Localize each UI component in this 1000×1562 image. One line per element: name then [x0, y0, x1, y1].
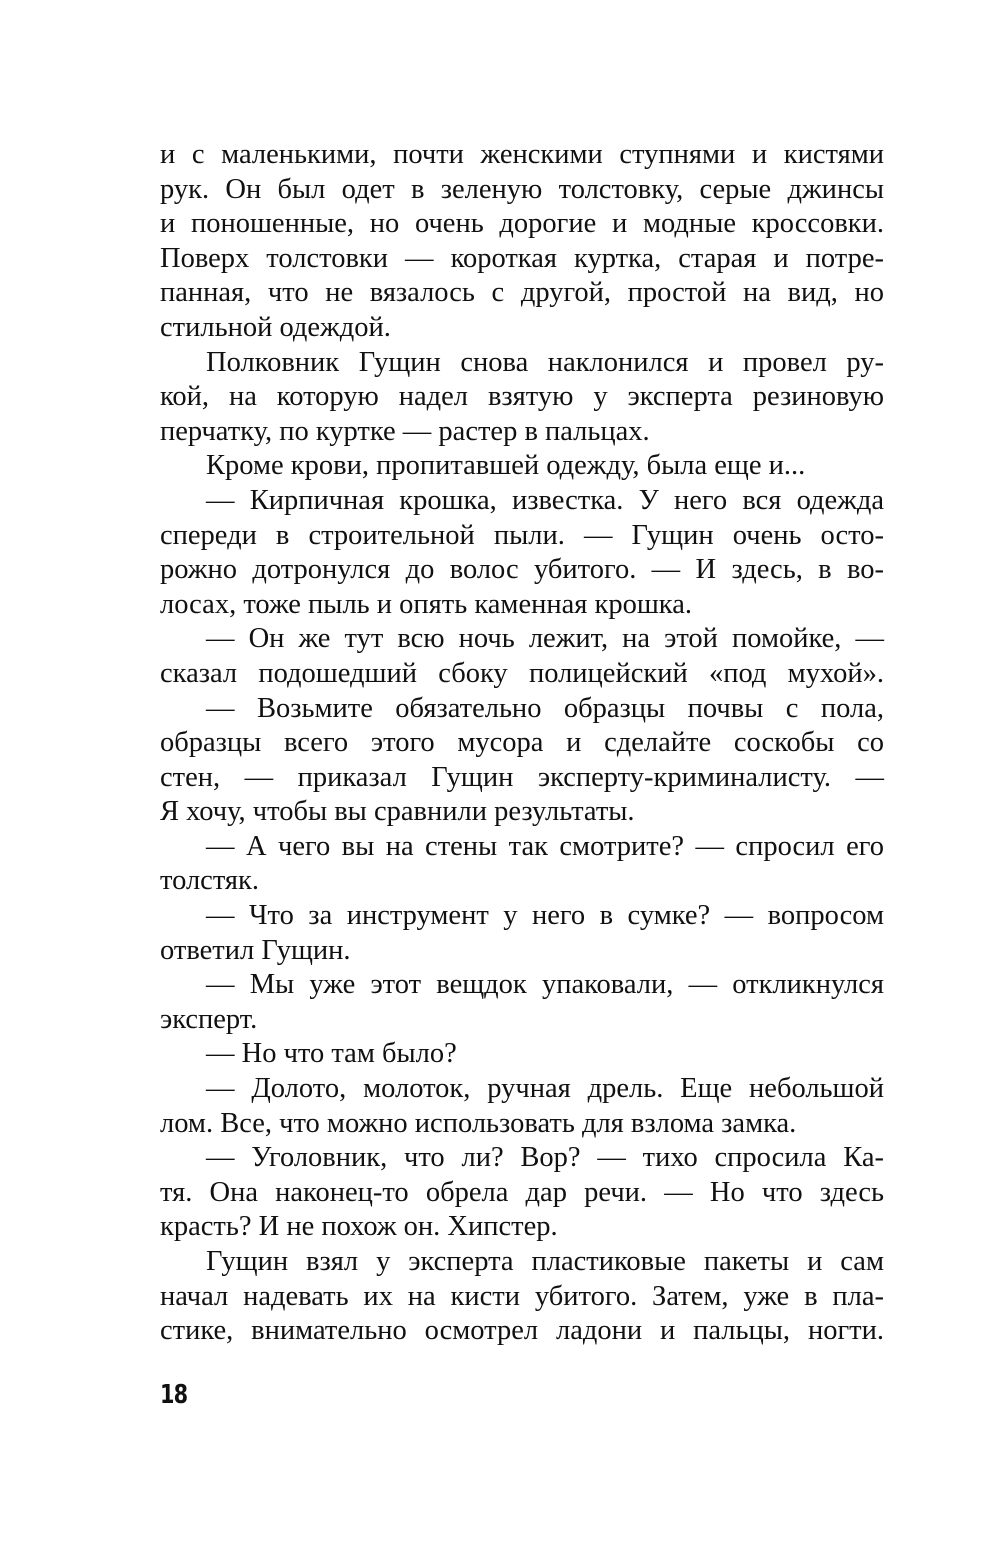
text-line: Кроме крови, пропитавшей одежду, была еще и...: [206, 450, 806, 482]
text-line: кой, на которую надел взятую у эксперта резиновую: [160, 381, 884, 413]
text-line: Поверх толстовки — короткая куртка, старая и потре-: [160, 242, 884, 274]
text-line: — Что за инструмент у него в сумке? — вопросом: [206, 900, 884, 932]
page-text-body: [160, 138, 884, 1349]
text-line: — Возьмите обязательно образцы почвы с пола,: [206, 692, 884, 724]
text-line: рук. Он был одет в зеленую толстовку, серые джинсы: [160, 173, 884, 205]
text-line: рожно дотронулся до волос убитого. — И здесь, в во-: [160, 554, 884, 586]
text-line: Полковник Гущин снова наклонился и провел ру-: [206, 346, 884, 378]
text-line: образцы всего этого мусора и сделайте соскобы со: [160, 727, 884, 759]
text-line: — Он же тут всю ночь лежит, на этой помойке, —: [206, 623, 884, 655]
text-line: красть? И не похож он. Хипстер.: [160, 1211, 558, 1243]
text-line: спереди в строительной пыли. — Гущин очень осто-: [160, 519, 884, 551]
text-line: стильной одеждой.: [160, 311, 391, 343]
text-line: эксперт.: [160, 1003, 258, 1035]
text-line: ответил Гущин.: [160, 934, 351, 966]
text-line: — А чего вы на стены так смотрите? — спросил его: [206, 830, 884, 862]
text-line: Я хочу, чтобы вы сравнили результаты.: [160, 796, 635, 828]
text-line: — Мы уже этот вещдок упаковали, — откликнулся: [206, 969, 884, 1001]
text-line: — Кирпичная крошка, известка. У него вся одежда: [206, 484, 884, 516]
text-line: — Долото, молоток, ручная дрель. Еще небольшой: [206, 1073, 884, 1105]
text-line: лосах, тоже пыль и опять каменная крошка.: [160, 588, 692, 620]
text-line: сказал подошедший сбоку полицейский «под мухой».: [160, 657, 884, 689]
text-line: стике, внимательно осмотрел ладони и пальцы, ногти.: [160, 1315, 884, 1347]
text-line: перчатку, по куртке — растер в пальцах.: [160, 415, 650, 447]
text-line: — Уголовник, что ли? Вор? — тихо спросила Ка-: [206, 1142, 884, 1174]
text-line: стен, — приказал Гущин эксперту-криминалисту. —: [160, 761, 884, 793]
page-number: 18: [160, 1380, 188, 1410]
text-line: лом. Все, что можно использовать для взлома замка.: [160, 1107, 797, 1139]
text-line: Гущин взял у эксперта пластиковые пакеты и сам: [206, 1246, 884, 1277]
text-line: тя. Она наконец-то обрела дар речи. — Но что здесь: [160, 1176, 884, 1208]
text-line: начал надевать их на кисти убитого. Затем, уже в пла-: [160, 1280, 884, 1312]
text-line: и поношенные, но очень дорогие и модные кроссовки.: [160, 208, 884, 240]
text-line: толстяк.: [160, 865, 259, 897]
text-line: — Но что там было?: [206, 1038, 457, 1070]
text-line: панная, что не вязалось с другой, простой на вид, но: [160, 277, 884, 309]
text-line: и с маленькими, почти женскими ступнями и кистями: [160, 139, 884, 170]
